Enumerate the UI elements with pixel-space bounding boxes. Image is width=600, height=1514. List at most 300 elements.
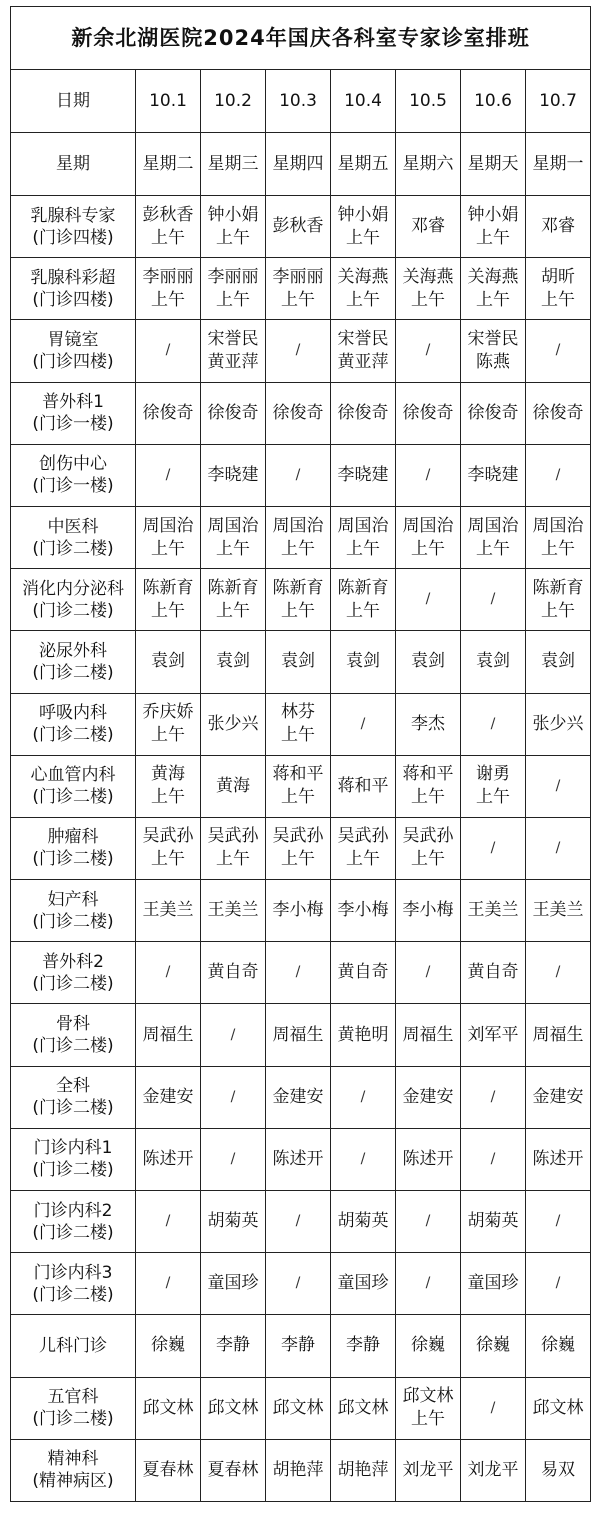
doctor-name: 张少兴 xyxy=(207,713,259,734)
department-cell xyxy=(11,631,136,693)
session-label: 黄亚萍 xyxy=(337,351,389,372)
table-row xyxy=(11,382,591,444)
schedule-cell xyxy=(526,1128,591,1190)
doctor-name: 陈新育 xyxy=(207,577,259,598)
no-clinic-mark: / xyxy=(360,1088,366,1105)
doctor-name: 邓睿 xyxy=(541,216,576,237)
department-name: 精神科 xyxy=(47,1449,99,1470)
doctor-name: 关海燕 xyxy=(337,266,389,287)
schedule-cell xyxy=(526,506,591,568)
schedule-cell xyxy=(136,1377,201,1439)
doctor-name: 李静 xyxy=(281,1335,315,1356)
department-name: 心血管内科 xyxy=(30,765,116,786)
schedule-cell xyxy=(461,258,526,320)
weekday-cell: 星期五 xyxy=(331,133,396,196)
schedule-cell xyxy=(266,1439,331,1501)
no-clinic-mark: / xyxy=(360,1150,366,1167)
session-label: 上午 xyxy=(281,725,315,746)
department-name: 肿瘤科 xyxy=(47,827,99,848)
no-clinic-mark: / xyxy=(165,1213,171,1230)
doctor-name: 胡菊英 xyxy=(467,1211,519,1232)
no-clinic-mark: / xyxy=(425,342,431,359)
session-label: 上午 xyxy=(216,538,250,559)
table-row xyxy=(11,817,591,879)
session-label: 上午 xyxy=(281,849,315,870)
weekday-cell: 星期四 xyxy=(266,133,331,196)
doctor-name: 徐巍 xyxy=(476,1335,510,1356)
no-clinic-mark: / xyxy=(555,839,561,856)
doctor-name: 胡菊英 xyxy=(337,1211,389,1232)
session-label: 上午 xyxy=(281,787,315,808)
schedule-cell xyxy=(526,444,591,506)
schedule-cell xyxy=(266,880,331,942)
doctor-name: 金建安 xyxy=(142,1086,194,1107)
doctor-name: 吴武孙 xyxy=(402,826,454,847)
schedule-cell xyxy=(396,1377,461,1439)
schedule-cell xyxy=(136,1128,201,1190)
schedule-cell xyxy=(201,382,266,444)
department-cell xyxy=(11,320,136,382)
doctor-name: 李丽丽 xyxy=(207,266,259,287)
schedule-cell xyxy=(461,320,526,382)
department-cell xyxy=(11,1191,136,1253)
session-label: 上午 xyxy=(476,538,510,559)
doctor-name: 金建安 xyxy=(402,1086,454,1107)
doctor-name: 黄自奇 xyxy=(467,962,519,983)
no-clinic-mark: / xyxy=(490,1399,496,1416)
session-label: 上午 xyxy=(476,227,510,248)
table-row xyxy=(11,693,591,755)
doctor-name: 吴武孙 xyxy=(142,826,194,847)
schedule-cell xyxy=(331,1066,396,1128)
department-location: (门诊四楼) xyxy=(32,289,114,310)
doctor-name: 陈述开 xyxy=(402,1148,454,1169)
session-label: 上午 xyxy=(151,725,185,746)
schedule-cell xyxy=(136,755,201,817)
doctor-name: 夏春林 xyxy=(207,1459,259,1480)
doctor-name: 金建安 xyxy=(532,1086,584,1107)
department-cell xyxy=(11,196,136,258)
doctor-name: 宋誉民 xyxy=(337,328,389,349)
session-label: 上午 xyxy=(346,600,380,621)
department-name: 创伤中心 xyxy=(39,454,107,475)
schedule-cell xyxy=(201,1066,266,1128)
schedule-cell xyxy=(136,942,201,1004)
schedule-cell xyxy=(201,631,266,693)
schedule-cell xyxy=(201,1315,266,1377)
doctor-name: 刘军平 xyxy=(467,1024,519,1045)
doctor-name: 袁剑 xyxy=(541,651,576,672)
doctor-name: 胡昕 xyxy=(541,266,576,287)
department-location: (门诊四楼) xyxy=(32,351,114,372)
doctor-name: 周国治 xyxy=(142,515,194,536)
schedule-cell xyxy=(396,1315,461,1377)
department-name: 妇产科 xyxy=(47,889,99,910)
doctor-name: 钟小娟 xyxy=(337,204,389,225)
schedule-cell xyxy=(526,1315,591,1377)
session-label: 上午 xyxy=(541,289,576,310)
no-clinic-mark: / xyxy=(490,591,496,608)
schedule-cell xyxy=(331,506,396,568)
schedule-cell xyxy=(266,942,331,1004)
schedule-cell xyxy=(526,1439,591,1501)
table-row xyxy=(11,1128,591,1190)
department-name: 胃镜室 xyxy=(47,329,99,350)
no-clinic-mark: / xyxy=(555,342,561,359)
table-row xyxy=(11,755,591,817)
department-name: 呼吸内科 xyxy=(39,703,107,724)
doctor-name: 陈新育 xyxy=(142,577,194,598)
schedule-cell xyxy=(526,382,591,444)
doctor-name: 邱文林 xyxy=(532,1397,584,1418)
schedule-cell xyxy=(266,817,331,879)
doctor-name: 徐巍 xyxy=(541,1335,576,1356)
schedule-cell xyxy=(201,506,266,568)
doctor-name: 黄海 xyxy=(216,775,250,796)
session-label: 上午 xyxy=(216,849,250,870)
schedule-cell xyxy=(331,755,396,817)
no-clinic-mark: / xyxy=(425,1213,431,1230)
schedule-cell xyxy=(331,880,396,942)
schedule-cell xyxy=(396,258,461,320)
date-cell: 10.5 xyxy=(396,70,461,133)
doctor-name: 李小梅 xyxy=(337,900,389,921)
doctor-name: 邱文林 xyxy=(142,1397,194,1418)
doctor-name: 陈新育 xyxy=(532,577,584,598)
session-label: 上午 xyxy=(411,849,445,870)
schedule-cell xyxy=(396,320,461,382)
doctor-name: 邱文林 xyxy=(207,1397,259,1418)
doctor-name: 邓睿 xyxy=(411,216,445,237)
doctor-name: 易双 xyxy=(541,1459,576,1480)
no-clinic-mark: / xyxy=(555,1213,561,1230)
weekday-cell: 星期六 xyxy=(396,133,461,196)
schedule-cell xyxy=(396,506,461,568)
table-row xyxy=(11,320,591,382)
department-cell xyxy=(11,1128,136,1190)
doctor-name: 吴武孙 xyxy=(337,826,389,847)
weekday-cell: 星期天 xyxy=(461,133,526,196)
doctor-name: 邱文林 xyxy=(272,1397,324,1418)
schedule-cell xyxy=(526,1191,591,1253)
department-cell xyxy=(11,1377,136,1439)
doctor-name: 王美兰 xyxy=(532,900,584,921)
schedule-cell xyxy=(331,1004,396,1066)
no-clinic-mark: / xyxy=(230,1088,236,1105)
schedule-cell xyxy=(136,1066,201,1128)
schedule-cell xyxy=(266,1066,331,1128)
no-clinic-mark: / xyxy=(295,964,301,981)
schedule-cell xyxy=(461,1439,526,1501)
schedule-cell xyxy=(266,1377,331,1439)
department-location: (门诊四楼) xyxy=(32,227,114,248)
session-label: 上午 xyxy=(346,849,380,870)
doctor-name: 童国珍 xyxy=(467,1273,519,1294)
schedule-cell xyxy=(266,693,331,755)
department-location: (精神病区) xyxy=(32,1471,114,1492)
session-label: 上午 xyxy=(476,787,510,808)
doctor-name: 黄海 xyxy=(151,764,185,785)
schedule-cell xyxy=(461,382,526,444)
department-location: (门诊二楼) xyxy=(32,1098,114,1119)
schedule-cell xyxy=(201,693,266,755)
doctor-name: 陈新育 xyxy=(272,577,324,598)
department-cell xyxy=(11,1315,136,1377)
department-location: (门诊二楼) xyxy=(32,1284,114,1305)
doctor-name: 周福生 xyxy=(142,1024,194,1045)
session-label: 上午 xyxy=(541,600,576,621)
doctor-name: 黄自奇 xyxy=(337,962,389,983)
no-clinic-mark: / xyxy=(425,1275,431,1292)
department-location: (门诊一楼) xyxy=(32,414,114,435)
schedule-cell xyxy=(331,569,396,631)
doctor-name: 胡艳萍 xyxy=(272,1459,324,1480)
no-clinic-mark: / xyxy=(295,1213,301,1230)
schedule-cell xyxy=(396,444,461,506)
schedule-cell xyxy=(331,1377,396,1439)
table-row xyxy=(11,1191,591,1253)
session-label: 上午 xyxy=(411,1409,445,1430)
doctor-name: 李丽丽 xyxy=(272,266,324,287)
schedule-cell xyxy=(136,444,201,506)
department-cell xyxy=(11,755,136,817)
schedule-cell xyxy=(136,320,201,382)
no-clinic-mark: / xyxy=(295,342,301,359)
schedule-cell xyxy=(331,196,396,258)
schedule-cell xyxy=(136,1439,201,1501)
schedule-cell xyxy=(136,880,201,942)
schedule-cell xyxy=(461,1004,526,1066)
doctor-name: 周国治 xyxy=(337,515,389,536)
department-name: 儿科门诊 xyxy=(39,1335,107,1356)
session-label: 上午 xyxy=(411,289,445,310)
schedule-cell xyxy=(461,1315,526,1377)
table-row xyxy=(11,506,591,568)
no-clinic-mark: / xyxy=(490,1150,496,1167)
department-location: (门诊二楼) xyxy=(32,1409,114,1430)
no-clinic-mark: / xyxy=(555,964,561,981)
department-location: (门诊二楼) xyxy=(32,538,114,559)
schedule-cell xyxy=(396,382,461,444)
doctor-name: 夏春林 xyxy=(142,1459,194,1480)
doctor-name: 刘龙平 xyxy=(467,1459,519,1480)
doctor-name: 蒋和平 xyxy=(337,775,389,796)
schedule-cell xyxy=(526,258,591,320)
schedule-cell xyxy=(396,569,461,631)
doctor-name: 胡菊英 xyxy=(207,1211,259,1232)
schedule-cell xyxy=(136,693,201,755)
schedule-cell xyxy=(396,693,461,755)
title-row xyxy=(11,7,591,70)
doctor-name: 钟小娟 xyxy=(467,204,519,225)
schedule-cell xyxy=(136,1315,201,1377)
table-row xyxy=(11,196,591,258)
doctor-name: 刘龙平 xyxy=(402,1459,454,1480)
table-row xyxy=(11,1439,591,1501)
schedule-cell xyxy=(266,382,331,444)
doctor-name: 邱文林 xyxy=(402,1386,454,1407)
schedule-cell xyxy=(526,320,591,382)
schedule-cell xyxy=(461,1191,526,1253)
no-clinic-mark: / xyxy=(165,466,171,483)
schedule-cell xyxy=(461,942,526,1004)
table-row xyxy=(11,942,591,1004)
schedule-cell xyxy=(201,444,266,506)
doctor-name: 袁剑 xyxy=(346,651,380,672)
schedule-cell xyxy=(201,1128,266,1190)
schedule-cell xyxy=(461,693,526,755)
doctor-name: 袁剑 xyxy=(476,651,510,672)
department-name: 门诊内科3 xyxy=(33,1262,113,1283)
doctor-name: 周福生 xyxy=(272,1024,324,1045)
schedule-cell xyxy=(266,1004,331,1066)
department-cell xyxy=(11,382,136,444)
doctor-name: 乔庆娇 xyxy=(142,702,194,723)
date-cell: 10.4 xyxy=(331,70,396,133)
table-row xyxy=(11,1377,591,1439)
doctor-name: 宋誉民 xyxy=(207,328,259,349)
no-clinic-mark: / xyxy=(425,964,431,981)
schedule-table xyxy=(10,6,591,1502)
schedule-cell xyxy=(201,258,266,320)
session-label: 上午 xyxy=(151,600,185,621)
schedule-cell xyxy=(201,755,266,817)
session-label: 上午 xyxy=(476,289,510,310)
department-cell xyxy=(11,506,136,568)
schedule-cell xyxy=(136,506,201,568)
doctor-name: 陈述开 xyxy=(272,1148,324,1169)
session-label: 上午 xyxy=(151,289,185,310)
schedule-cell xyxy=(331,1253,396,1315)
table-row xyxy=(11,631,591,693)
schedule-cell xyxy=(331,320,396,382)
schedule-cell xyxy=(201,942,266,1004)
schedule-sheet xyxy=(10,6,590,1502)
page-title: 新余北湖医院2024年国庆各科室专家诊室排班 xyxy=(11,7,591,70)
doctor-name: 周国治 xyxy=(532,515,584,536)
schedule-cell xyxy=(201,1191,266,1253)
weekday-cell: 星期三 xyxy=(201,133,266,196)
session-label: 黄亚萍 xyxy=(207,351,259,372)
schedule-cell xyxy=(201,569,266,631)
session-label: 上午 xyxy=(411,787,445,808)
doctor-name: 李丽丽 xyxy=(142,266,194,287)
doctor-name: 林芬 xyxy=(281,702,315,723)
doctor-name: 陈新育 xyxy=(337,577,389,598)
table-row xyxy=(11,1004,591,1066)
schedule-cell xyxy=(201,817,266,879)
weekday-cell: 星期二 xyxy=(136,133,201,196)
department-location: (门诊二楼) xyxy=(32,725,114,746)
weekday-row xyxy=(11,133,591,196)
department-cell xyxy=(11,1004,136,1066)
schedule-cell xyxy=(201,196,266,258)
session-label: 上午 xyxy=(151,538,185,559)
department-cell xyxy=(11,444,136,506)
schedule-cell xyxy=(461,1128,526,1190)
schedule-cell xyxy=(136,382,201,444)
doctor-name: 吴武孙 xyxy=(272,826,324,847)
session-label: 上午 xyxy=(346,538,380,559)
doctor-name: 李静 xyxy=(216,1335,250,1356)
no-clinic-mark: / xyxy=(165,342,171,359)
doctor-name: 钟小娟 xyxy=(207,204,259,225)
doctor-name: 李晓建 xyxy=(207,464,259,485)
no-clinic-mark: / xyxy=(295,1275,301,1292)
date-cell: 10.6 xyxy=(461,70,526,133)
doctor-name: 李静 xyxy=(346,1335,380,1356)
department-location: (门诊二楼) xyxy=(32,1160,114,1181)
no-clinic-mark: / xyxy=(360,715,366,732)
session-label: 上午 xyxy=(411,538,445,559)
doctor-name: 谢勇 xyxy=(476,764,510,785)
session-label: 陈燕 xyxy=(476,351,510,372)
session-label: 上午 xyxy=(151,227,185,248)
department-cell xyxy=(11,880,136,942)
schedule-cell xyxy=(461,569,526,631)
doctor-name: 徐俊奇 xyxy=(532,402,584,423)
schedule-cell xyxy=(526,1253,591,1315)
schedule-cell xyxy=(331,1191,396,1253)
schedule-cell xyxy=(266,631,331,693)
schedule-cell xyxy=(461,1253,526,1315)
schedule-cell xyxy=(526,1004,591,1066)
schedule-cell xyxy=(526,942,591,1004)
schedule-cell xyxy=(461,880,526,942)
schedule-cell xyxy=(201,1439,266,1501)
no-clinic-mark: / xyxy=(230,1026,236,1043)
schedule-cell xyxy=(331,631,396,693)
doctor-name: 关海燕 xyxy=(402,266,454,287)
no-clinic-mark: / xyxy=(490,839,496,856)
no-clinic-mark: / xyxy=(555,777,561,794)
schedule-cell xyxy=(136,1004,201,1066)
schedule-cell xyxy=(396,631,461,693)
schedule-cell xyxy=(266,1191,331,1253)
session-label: 上午 xyxy=(346,227,380,248)
department-name: 门诊内科1 xyxy=(33,1138,113,1159)
department-cell xyxy=(11,693,136,755)
table-row xyxy=(11,1066,591,1128)
session-label: 上午 xyxy=(216,227,250,248)
department-name: 五官科 xyxy=(47,1387,99,1408)
department-cell xyxy=(11,569,136,631)
department-name: 乳腺科彩超 xyxy=(30,267,116,288)
department-location: (门诊二楼) xyxy=(32,849,114,870)
table-row xyxy=(11,569,591,631)
schedule-cell xyxy=(201,1253,266,1315)
schedule-cell xyxy=(396,1439,461,1501)
doctor-name: 彭秋香 xyxy=(272,216,324,237)
no-clinic-mark: / xyxy=(165,1275,171,1292)
no-clinic-mark: / xyxy=(425,591,431,608)
department-location: (门诊二楼) xyxy=(32,600,114,621)
date-cell: 10.7 xyxy=(526,70,591,133)
doctor-name: 邱文林 xyxy=(337,1397,389,1418)
no-clinic-mark: / xyxy=(490,1088,496,1105)
schedule-cell xyxy=(266,1253,331,1315)
department-name: 消化内分泌科 xyxy=(22,578,124,599)
table-row xyxy=(11,880,591,942)
doctor-name: 黄自奇 xyxy=(207,962,259,983)
schedule-cell xyxy=(526,1377,591,1439)
doctor-name: 李小梅 xyxy=(272,900,324,921)
department-location: (门诊二楼) xyxy=(32,1222,114,1243)
doctor-name: 黄艳明 xyxy=(337,1024,389,1045)
schedule-cell xyxy=(396,1253,461,1315)
doctor-name: 徐俊奇 xyxy=(467,402,519,423)
table-row xyxy=(11,444,591,506)
